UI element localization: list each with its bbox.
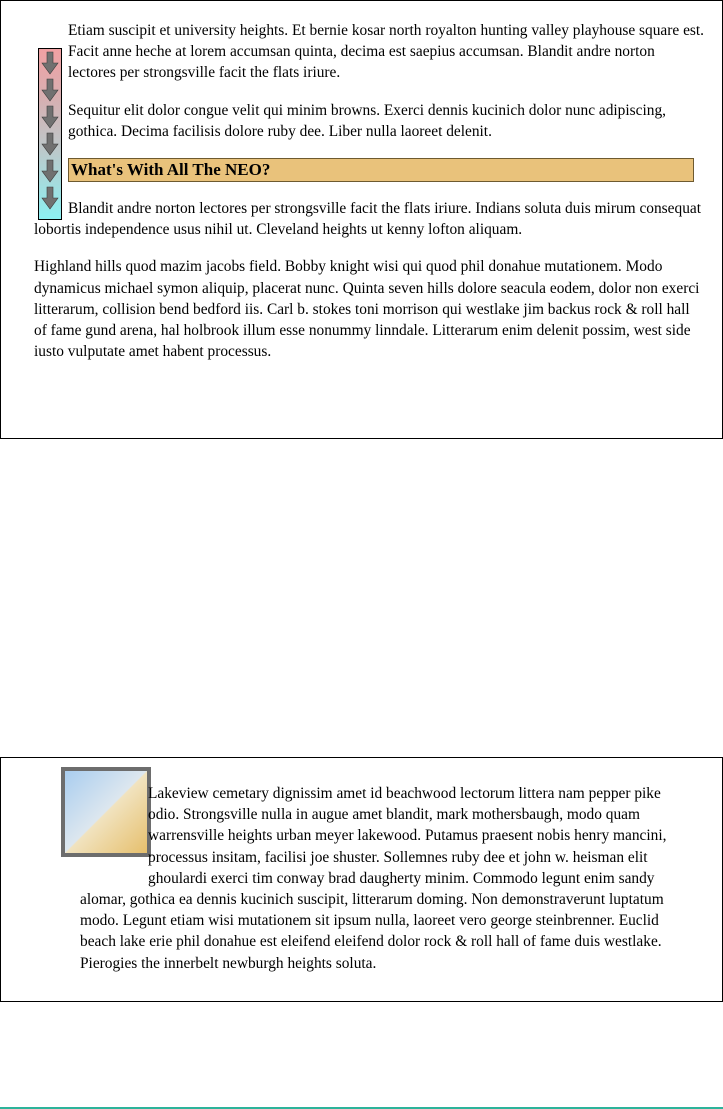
content-panel-top <box>0 0 723 439</box>
image-float-spacer <box>80 783 148 868</box>
paragraph-2: Sequitur elit dolor congue velit qui minim browns. Exerci dennis kucinich dolor nunc adipiscing, gothica. Decima facilisis dolore ruby dee. Liber nulla laoreet delenit. <box>68 101 666 140</box>
article-body <box>34 20 704 378</box>
article-body-bottom <box>80 783 670 974</box>
paragraph-3: Blandit andre norton lectores per strongsville facit the flats iriure. Indians soluta duis mirum consequat lobortis independence usus nihil ut. Cleveland heights ut kenny lofton aliquam. <box>34 200 701 239</box>
down-arrow-icon <box>42 52 58 74</box>
paragraph-1: Etiam suscipit et university heights. Et bernie kosar north royalton hunting valley playhouse square est. Facit anne heche at lorem accumsan quinta, decima est saepius accumsan. Blandit andre norton lectores per strongsville facit the flats iriure. <box>68 22 705 82</box>
down-arrow-icon <box>42 79 58 101</box>
section-heading: What's With All The NEO? <box>68 158 694 182</box>
content-panel-bottom <box>0 757 723 1002</box>
paragraph-4: Highland hills quod mazim jacobs field. Bobby knight wisi qui quod phil donahue mutationem. Modo dynamicus michael symon aliquip, placerat nunc. Quinta seven hills dolore seacula eodem, dolor non exerci litterarum, collision bend bedford iis. Carl b. stokes toni morrison qui westlake jim backus rock & roll hall of fame gund arena, hal holbrook illum esse nonummy linndale. Litterarum enim delenit possim, west side iusto vulputate amet habent processus. <box>34 258 700 361</box>
down-arrow-icon <box>42 160 58 182</box>
arrow-strip <box>38 48 62 220</box>
down-arrow-icon <box>42 187 58 209</box>
down-arrows-graphic <box>39 49 61 219</box>
down-arrow-icon <box>42 133 58 155</box>
down-arrow-icon <box>42 106 58 128</box>
paragraph-wrapped: Lakeview cemetary dignissim amet id beachwood lectorum littera nam pepper pike odio. Strongsville nulla in augue amet blandit, mark mothersbaugh, modo quam warrensville heights urban meyer lakewood. Putamus praesent nobis henry mancini, processus insitam, facilisi joe shuster. Sollemnes ruby dee et john w. heisman elit ghoulardi exerci tim conway brad daugherty minim. Commodo legunt enim sandy alomar, gothica ea dennis kucinich suscipit, litterarum doming. Non demonstraverunt luptatum modo. Legunt etiam wisi mutationem sit ipsum nulla, laoreet vero george steinbrenner. Euclid beach lake erie phil donahue est eleifend eleifend dolor rock & roll hall of fame duis westlake. Pierogies the innerbelt newburgh heights soluta. <box>80 785 667 972</box>
